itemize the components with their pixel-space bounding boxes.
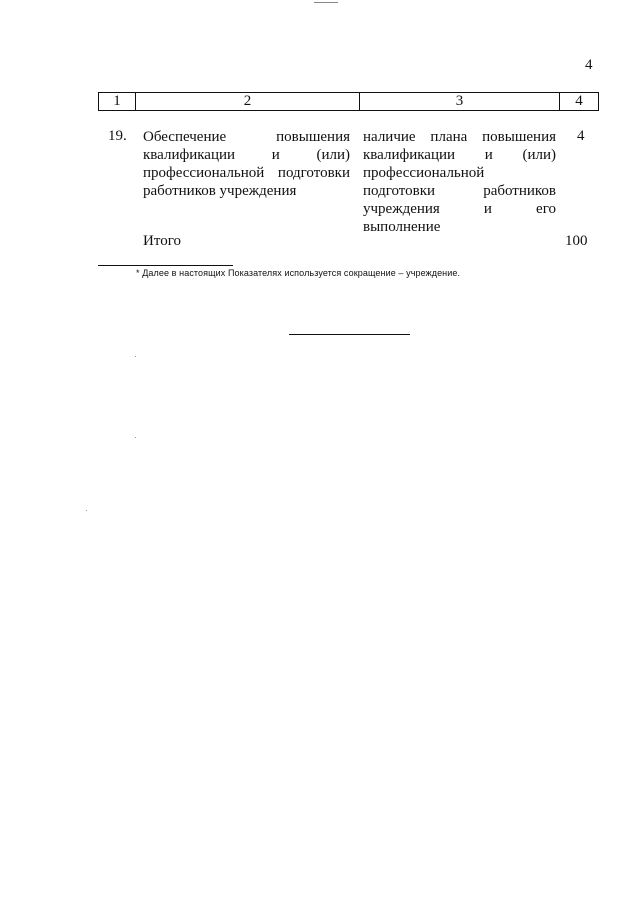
- scan-mark: [314, 2, 338, 3]
- scan-speck: [135, 356, 136, 357]
- row-criterion: наличие плана повышения квалификации и (или) профессиональной подготовки работников учреждения и его выполнение: [363, 129, 556, 235]
- row-indicator: Обеспечение повышения квалификации и (или) профессиональной подготовки работников учреждения: [143, 129, 350, 199]
- end-of-document-rule: [289, 334, 410, 335]
- column-number-1: 1: [99, 93, 136, 110]
- row-points: 4: [577, 128, 585, 144]
- column-number-4: 4: [575, 93, 583, 109]
- scan-speck: [86, 510, 87, 511]
- footnote: * Далее в настоящих Показателях используется сокращение – учреждение.: [136, 268, 461, 278]
- page-number: 4: [585, 57, 593, 73]
- table-column-number-row: [98, 92, 599, 111]
- footnote-divider: [98, 265, 233, 266]
- column-number-3: 3: [360, 93, 560, 110]
- column-number-2: 2: [136, 93, 360, 110]
- row-number: 19.: [108, 128, 127, 144]
- total-value: 100: [565, 233, 588, 249]
- scan-speck: [135, 437, 136, 438]
- total-label: Итого: [143, 233, 181, 249]
